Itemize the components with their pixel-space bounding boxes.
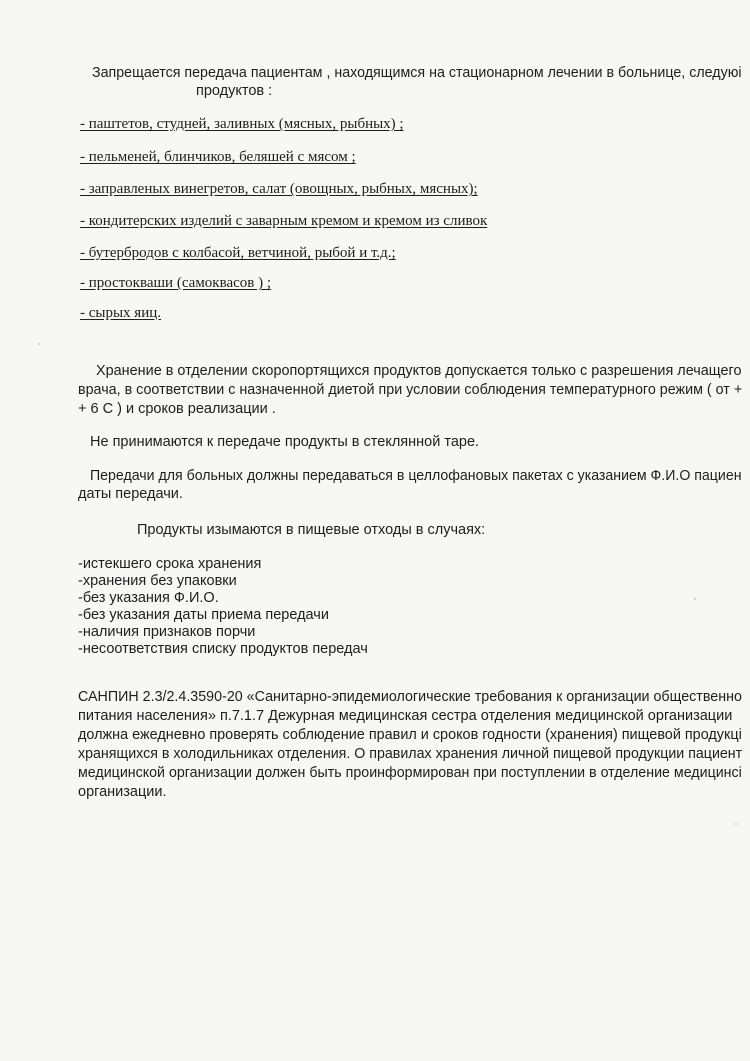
- scan-speck: [38, 343, 40, 345]
- packaging-line-2: даты передачи.: [78, 486, 183, 502]
- header-line-2: продуктов :: [196, 83, 273, 99]
- list-item: -истекшего срока хранения: [78, 556, 262, 572]
- sanpin-line: медицинской организации должен быть проинформирован при поступлении в отделение медицинсі: [78, 765, 742, 781]
- sanpin-line: должна ежедневно проверять соблюдение правил и сроков годности (хранения) пищевой продукці: [78, 727, 742, 743]
- list-item: - бутербродов с колбасой, ветчиной, рыбой и т.д.;: [80, 245, 396, 261]
- withdrawal-title: Продукты изымаются в пищевые отходы в случаях:: [137, 522, 486, 538]
- list-item: - простокваши (самоквасов ) ;: [80, 275, 272, 291]
- list-item: - заправленых винегретов, салат (овощных, рыбных, мясных);: [80, 181, 478, 197]
- storage-line-2: врача, в соответствии с назначенной диетой при условии соблюдения температурного режим ( от +: [78, 382, 743, 398]
- storage-line-1: Хранение в отделении скоропортящихся продуктов допускается только с разрешения лечащего: [96, 363, 742, 379]
- sanpin-line: САНПИН 2.3/2.4.3590-20 «Санитарно-эпидемиологические требования к организации общественно: [78, 689, 742, 705]
- glass-note: Не принимаются к передаче продукты в стеклянной таре.: [90, 434, 480, 450]
- list-item: -наличия признаков порчи: [78, 624, 256, 640]
- sanpin-line: организации.: [78, 784, 167, 800]
- storage-line-3: + 6 С ) и сроков реализации .: [78, 401, 276, 417]
- list-item: -без указания Ф.И.О.: [78, 590, 219, 606]
- header-line-1: Запрещается передача пациентам , находящимся на стационарном лечении в больнице, следуюі: [92, 65, 742, 81]
- list-item: - кондитерских изделий с заварным кремом и кремом из сливок: [80, 213, 488, 229]
- sanpin-line: питания населения» п.7.1.7 Дежурная медицинская сестра отделения медицинской организации: [78, 708, 733, 724]
- scan-speck: [694, 598, 696, 600]
- list-item: - сырых яиц.: [80, 305, 162, 321]
- scan-speck: [735, 823, 737, 825]
- list-item: -несоответствия списку продуктов передач: [78, 641, 368, 657]
- list-item: -без указания даты приема передачи: [78, 607, 329, 623]
- sanpin-line: хранящихся в холодильниках отделения. О правилах хранения личной пищевой продукции пациент: [78, 746, 743, 762]
- packaging-line-1: Передачи для больных должны передаваться в целлофановых пакетах с указанием Ф.И.О пациен: [90, 468, 742, 484]
- list-item: - пельменей, блинчиков, беляшей с мясом ;: [80, 149, 356, 165]
- list-item: -хранения без упаковки: [78, 573, 237, 589]
- list-item: - паштетов, студней, заливных (мясных, рыбных) ;: [80, 116, 404, 132]
